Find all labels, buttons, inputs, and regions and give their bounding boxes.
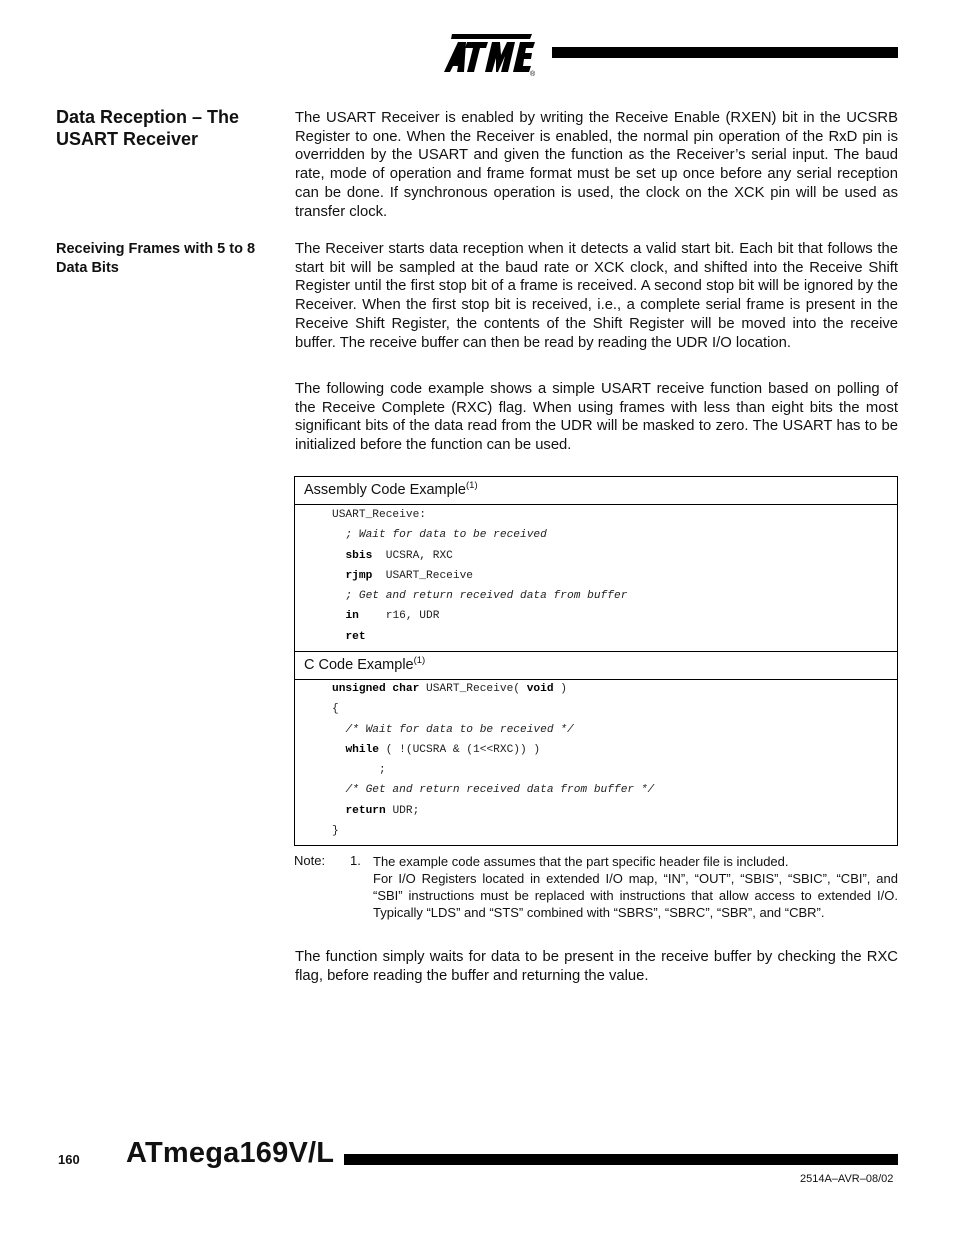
c-function-name: USART_Receive( (426, 683, 520, 695)
c-keyword: void (526, 683, 554, 695)
c-brace: } (332, 825, 339, 838)
header-rule (552, 47, 898, 58)
note-label: Note: (294, 853, 326, 868)
c-comment: /* Get and return received data from buffer */ (345, 784, 655, 797)
c-condition: ( !(UCSRA & (1<<RXC)) ) (385, 743, 541, 756)
page-number: 160 (58, 1152, 80, 1167)
document-code: 2514A–AVR–08/02 (800, 1173, 894, 1185)
assembly-code-block (332, 505, 627, 647)
c-code-title: C Code Example (304, 657, 414, 673)
paragraph-usart-receiver: The USART Receiver is enabled by writing the Receive Enable (RXEN) bit in the UCSRB Register to one. When the Receiver is enabled, the normal pin operation of the RxD pin is overridden by the USART and given the function as the Receiver’s serial input. The baud rate, mode of operation and frame format must be set up once before any serial reception can be done. If synchronous operation is used, the clock on the XCK pin will be used as transfer clock. (295, 110, 898, 220)
asm-keyword: rjmp (345, 569, 373, 582)
registered-mark: ® (530, 71, 536, 78)
asm-args: r16, UDR (385, 610, 440, 623)
asm-comment: ; Get and return received data from buffer (345, 590, 628, 603)
note-line-1: The example code assumes that the part specific header file is included. (373, 854, 789, 869)
c-return-value: UDR; (392, 804, 420, 817)
c-keyword: return (345, 804, 386, 817)
atmel-logo (440, 30, 540, 78)
c-keyword: unsigned char (332, 683, 420, 695)
assembly-code-title: Assembly Code Example (304, 482, 466, 498)
asm-args: UCSRA, RXC (385, 549, 453, 562)
paragraph-receiver-starts: The Receiver starts data reception when it detects a valid start bit. Each bit that follows the start bit will be sampled at the baud rate or XCK clock, and shifted into the Receive Shift Register until the first stop bit of a frame is received. A second stop bit will be ignored by the Receiver. When the first stop bit is received, i.e., a complete serial frame is present in the Receive Shift Register, the contents of the Shift Register will be moved into the receive buffer. The receive buffer can then be read by reading the UDR I/O location. (295, 241, 898, 351)
asm-keyword: ret (345, 630, 366, 643)
paragraph-code-example-intro: The following code example shows a simple USART receive function based on polling of the Receive Complete (RXC) flag. When using frames with less than eight bits the most significant bits of the data read from the UDR will be masked to zero. The USART has to be initialized before the function can be used. (295, 381, 898, 454)
paragraph-function-summary: The function simply waits for data to be present in the receive buffer by checking the RXC flag, before reading the buffer and returning the value. (295, 949, 898, 984)
c-brace: { (332, 703, 339, 716)
c-code-block (332, 679, 654, 841)
note-text (373, 853, 898, 921)
asm-comment: ; Wait for data to be received (345, 529, 547, 542)
c-code-header (295, 651, 897, 680)
section-heading-data-reception: Data Reception – The USART Receiver (56, 107, 240, 149)
asm-label: USART_Receive: (332, 509, 426, 521)
c-semicolon: ; (379, 764, 386, 777)
c-keyword: while (345, 743, 380, 756)
note-line-2: For I/O Registers located in extended I/O map, “IN”, “OUT”, “SBIS”, “SBIC”, “CBI”, and “SBI” instructions must be replaced with instructions that allow access to extended I/O. Typically “LDS” and “STS” combined with “SBRS”, “SBRC”, “SBR”, and “CBR”. (373, 871, 898, 920)
footer-title: ATmega169V/L (126, 1137, 335, 1169)
footer-rule (344, 1154, 898, 1165)
subsection-heading-receiving-frames: Receiving Frames with 5 to 8 Data Bits (56, 241, 256, 276)
code-example-box (294, 476, 898, 846)
atmel-logo-icon (440, 30, 540, 78)
note-number: 1. (350, 853, 361, 868)
footnote-ref: (1) (413, 655, 426, 667)
asm-keyword: sbis (345, 549, 373, 562)
footnote-ref: (1) (466, 480, 478, 492)
asm-keyword: in (345, 610, 359, 623)
c-comment: /* Wait for data to be received */ (345, 723, 574, 736)
assembly-code-header (295, 477, 897, 505)
asm-args: USART_Receive (385, 569, 474, 582)
c-paren: ) (560, 683, 568, 695)
